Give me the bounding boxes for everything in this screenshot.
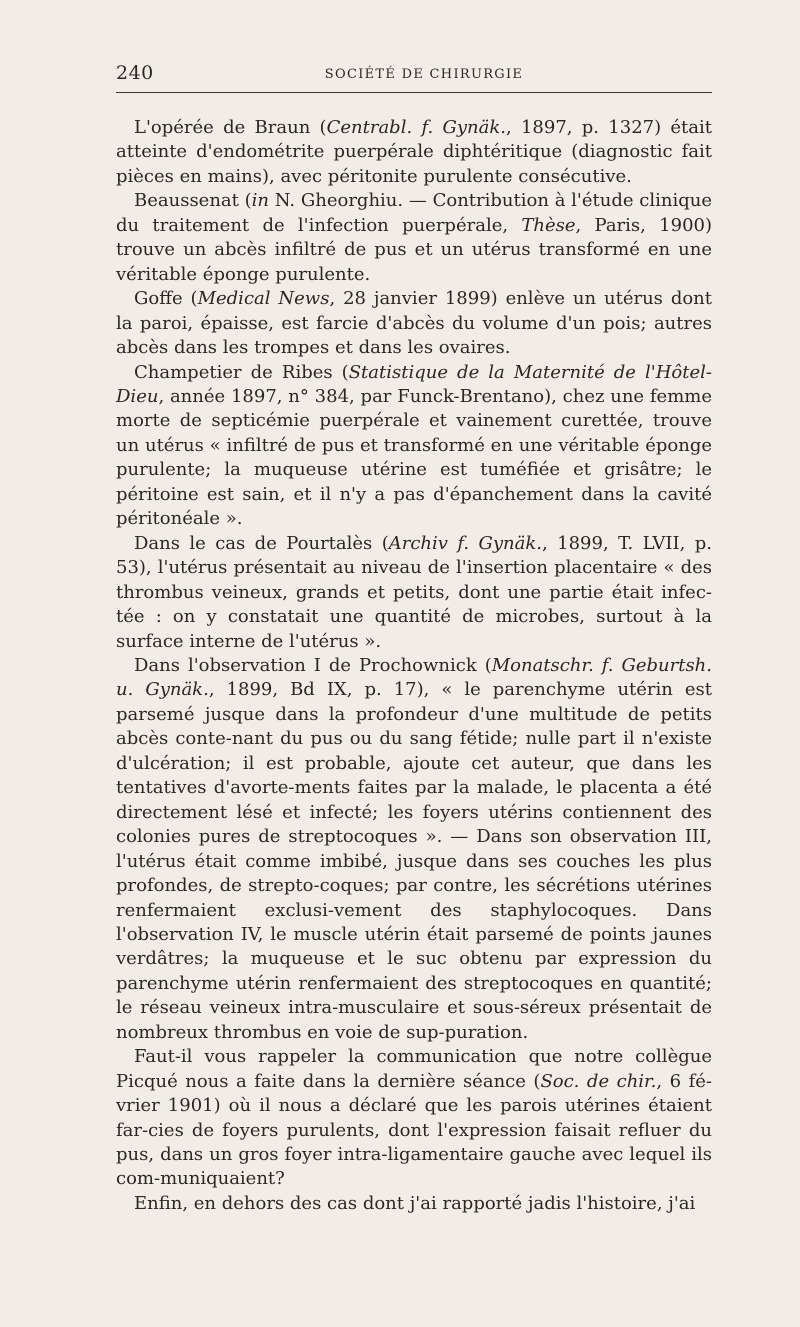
paragraph <box>116 116 712 189</box>
page-header <box>116 62 712 93</box>
running-title: SOCIÉTÉ DE CHIRURGIE <box>324 67 524 82</box>
text-run: , Paris, 1900) trouve un abcès infiltré de pus et un utérus transformé en une véritable éponge purulente. <box>116 214 712 285</box>
paragraph <box>116 1045 712 1192</box>
text-run: Enfin, en dehors des cas dont j'ai rapporté jadis l'histoire, j'ai <box>134 1192 696 1214</box>
text-run: N. Gheorghiu. — Contribution à l'étude clinique du traitement de l'infection puerpérale, <box>116 190 712 236</box>
text-run: L'opérée de Braun ( <box>134 117 327 138</box>
citation-title: Archiv f. Gynäk. <box>388 532 543 554</box>
text-run: , 28 janvier 1899) enlève un utérus dont la paroi, épaisse, est farcie d'abcès du volume d'un pois; autres abcès dans les trompes et dans les ovaires. <box>116 288 713 359</box>
body-text <box>116 116 712 1216</box>
text-run: Dans le cas de Pourtalès ( <box>134 532 389 554</box>
text-run: , 1897, p. 1327) était atteinte d'endométrite puerpérale diphtéritique (diagnostic fait pièces en mains), avec péritonite purulente consécutive. <box>116 117 713 187</box>
paragraph <box>116 189 712 287</box>
paragraph <box>116 287 712 360</box>
text-run: Faut-il vous rappeler la communication que notre collègue Picqué nous a faite dans la dernière séance ( <box>116 1046 712 1092</box>
text-run: Champetier de Ribes ( <box>134 361 349 383</box>
citation-title: Statistique de la Maternité de l'Hôtel-Dieu <box>116 361 712 407</box>
citation-title: Monatschr. f. Geburtsh. u. Gynäk. <box>116 654 712 701</box>
text-run: , 1899, Bd IX, p. 17), « le parenchyme utérin est parsemé jusque dans la profondeur d'une multitude de petits abcès conte-nant du pus ou du sang fétide; nulle part il n'existe d'ulcération; il est probable, ajoute cet auteur, que dans les tentatives d'avorte-ments faites par la malade, le placenta a été directement lésé et infecté; les foyers utérins contiennent des colonies pures de streptocoques ». — Dans son observation III, l'utérus était comme imbibé, jusque dans ses couches les plus profondes, de strepto-coques; par contre, les sécrétions utérines renfermaient exclusi-vement des staphylocoques. Dans l'observation IV, le muscle utérin était parsemé de points jaunes verdâtres; la muqueuse et le suc obtenu par expression du parenchyme utérin renfermaient des streptocoques en quantité; le réseau veineux intra-musculaire et sous-séreux présentait de nombreux thrombus en voie de sup-puration. <box>116 679 713 1043</box>
citation-title: Medical News <box>197 288 330 310</box>
text-run: Beaussenat ( <box>134 190 252 212</box>
text-run: , 6 fé-vrier 1901) où il nous a déclaré que les parois utérines étaient far-cies de foyers purulents, dont l'expression faisait refluer du pus, dans un gros foyer intra-ligamentaire gauche avec lequel ils com-muniquaient? <box>116 1070 712 1190</box>
paragraph <box>116 532 712 654</box>
paragraph <box>116 1192 712 1216</box>
paragraph <box>116 361 712 532</box>
paragraph <box>116 654 712 1045</box>
citation-title: Soc. de chir. <box>540 1070 657 1092</box>
text-run: Goffe ( <box>134 288 198 310</box>
text-run: , 1899, T. LVII, p. 53), l'utérus présentait au niveau de l'insertion placentaire « des thrombus veineux, grands et petits, dont une partie était infec-tée : on y constatait une quantité de microbes, surtout à la surface interne de l'utérus ». <box>116 532 712 652</box>
text-run: Dans l'observation I de Prochownick ( <box>134 654 492 676</box>
text-run: , année 1897, n° 384, par Funck-Brentano), chez une femme morte de septicémie puerpérale et vainement curettée, trouve un utérus « infiltré de pus et transformé en une véritable éponge purulente; la muqueuse utérine est tuméfiée et grisâtre; le péritoine est sain, et il n'y a pas d'épanchement dans la cavité péritonéale ». <box>116 385 712 530</box>
citation-title: Centrabl. f. Gynäk. <box>326 117 506 138</box>
citation-title: in <box>251 190 270 212</box>
citation-title: Thèse <box>521 214 576 236</box>
page-number: 240 <box>116 62 154 84</box>
